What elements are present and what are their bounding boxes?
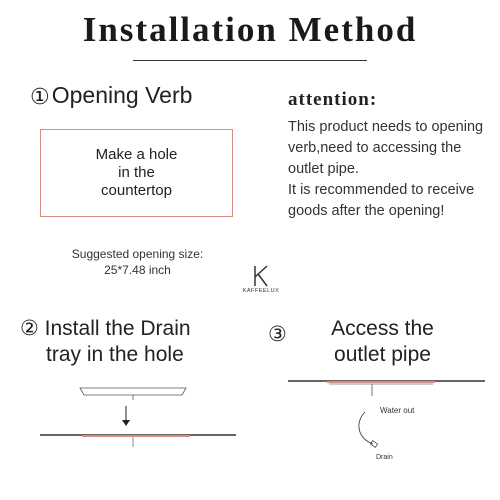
- hole-box-text: [40, 146, 233, 200]
- step2-heading: [20, 316, 191, 368]
- suggested-size-label: Suggested opening size:: [71, 247, 204, 261]
- drain-label: Drain: [376, 454, 393, 461]
- drain-fitting-icon: [370, 441, 377, 448]
- title-underline: [133, 60, 367, 61]
- step3-line1: Access the: [331, 317, 434, 340]
- suggested-size-value: 25*7.48 inch: [104, 263, 171, 277]
- attention-paragraph-2: It is recommended to receive goods after the opening!: [288, 182, 475, 219]
- attention-body: [288, 117, 493, 222]
- brand-name: KAFFEELUX: [242, 288, 280, 294]
- hole-box-line2: in the: [118, 164, 155, 181]
- hole-box-line3: countertop: [101, 182, 172, 199]
- step1-label: Opening Verb: [51, 82, 193, 108]
- hole-box-line1: Make a hole: [95, 146, 178, 163]
- step3-number: ③: [268, 323, 287, 346]
- step2-line2: tray in the hole: [46, 343, 184, 366]
- drain-hose: [359, 412, 373, 444]
- step2-line1: Install the Drain: [44, 317, 191, 340]
- water-out-label: Water out: [380, 406, 415, 415]
- step1-heading: [30, 82, 192, 109]
- page-title: Installation Method: [82, 10, 418, 49]
- brand-logo-icon: [250, 265, 272, 287]
- step1-number: ①: [30, 83, 50, 109]
- attention-paragraph-1: This product needs to opening verb,need to accessing the outlet pipe.: [288, 119, 484, 177]
- step2-number: ②: [20, 317, 39, 340]
- drain-tray-shape: [80, 388, 186, 395]
- suggested-size: [40, 246, 235, 278]
- down-arrow-icon: [122, 420, 130, 426]
- step2-diagram: [38, 384, 238, 450]
- attention-heading: attention:: [288, 89, 378, 110]
- step3-line2: outlet pipe: [334, 343, 431, 366]
- step3-heading: [310, 316, 455, 368]
